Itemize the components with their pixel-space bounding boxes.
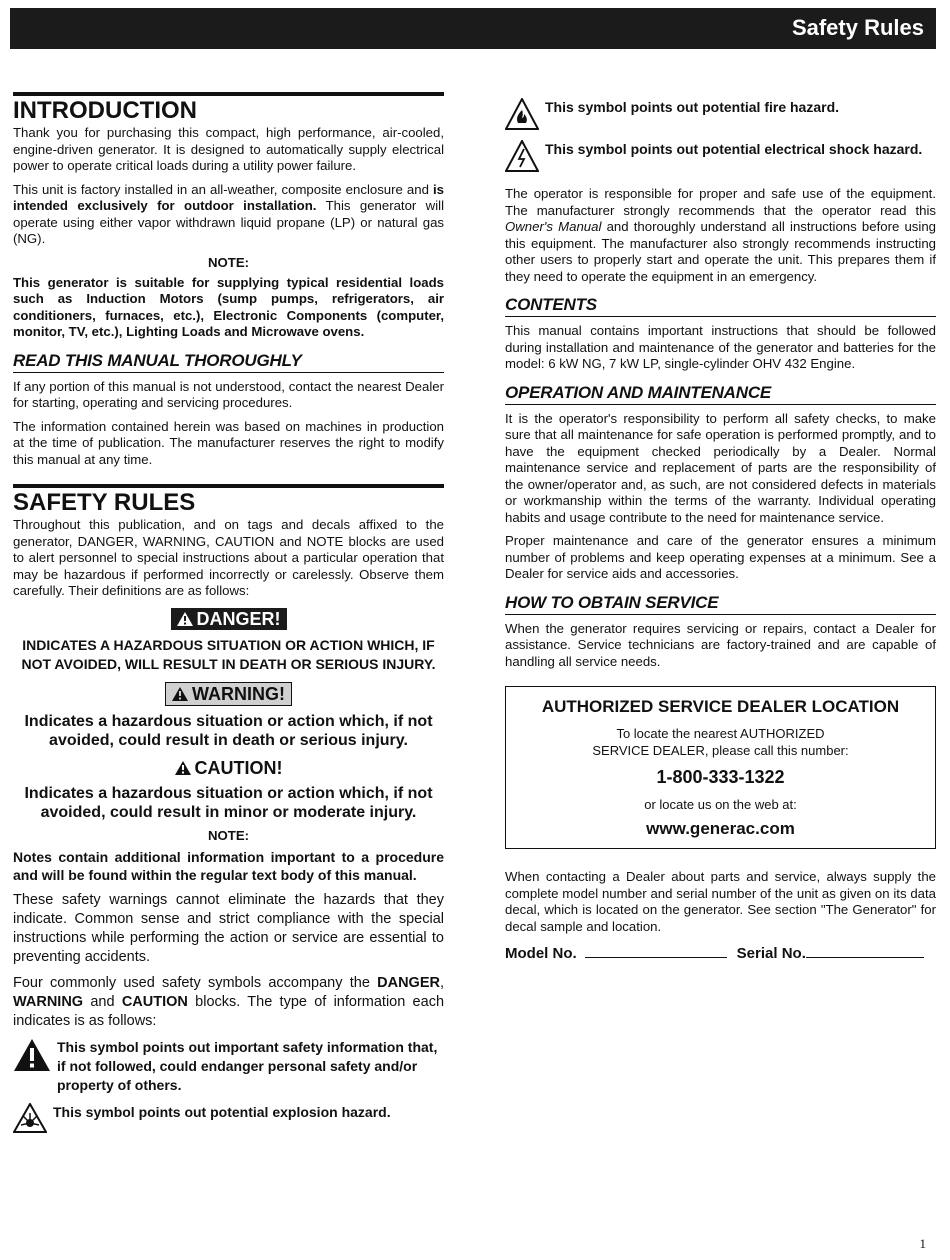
caution-description: Indicates a hazardous situation or action which, if not avoided, could result in minor or moderate injury. [24,784,433,821]
contact-paragraph: When contacting a Dealer about parts and service, always supply the complete model number and serial number of the unit as given on its data decal, which is located on the generator. See section "The Generator" for decal sample and location. [505,869,936,934]
safety-rules-heading: SAFETY RULES [13,489,196,516]
explosion-icon [13,1103,47,1133]
explosion-symbol-row [13,1103,444,1133]
header-bar [10,8,936,49]
warning-triangle-icon [172,687,188,701]
operator-text: The operator is responsible for proper and safe use of the equipment. The manufacturer strongly recommends that the operator read this [505,186,936,218]
safety-info-symbol-row [13,1038,444,1095]
operation-paragraph-2: Proper maintenance and care of the generator ensures a minimum number of problems and keep operating expenses at a minimum. See a Dealer for service aids and accessories. [505,533,936,581]
warning-label: WARNING! [192,683,285,704]
operation-paragraph-1: It is the operator's responsibility to perform all safety checks, to make sure that all maintenance for safe operation is performed promptly, and to have the equipment checked periodically by a Dealer. Normal maintenance service and replacement of parts are the responsibility of the owner/operator and, as such, are not considered defects in materials or workmanship within the terms of the warranty. Individual operating habits and usage contribute to the need for maintenance service. [505,410,936,525]
safety-note-label: NOTE: [207,827,250,843]
serial-number-label: Serial No. [736,945,806,962]
safety-paragraph-2: These safety warnings cannot eliminate the hazards that they indicate. Common sense and strict compliance with the special instructions while performing the action or service are essential to preventing accidents. [13,891,444,965]
left-column [13,92,444,1141]
page-number: 1 [919,1236,926,1251]
model-number-field[interactable] [585,943,727,958]
dealer-box-title: AUTHORIZED SERVICE DEALER LOCATION [541,697,900,716]
dealer-line-3: or locate us on the web at: [644,797,797,812]
warning-description: Indicates a hazardous situation or action which, if not avoided, could result in death or serious injury. [24,712,433,749]
contents-paragraph: This manual contains important instructions that should be followed during installation and maintenance of the generator and batteries for the model: 6 kW NG, 7 kW LP, single-cylinder OHV 432 Engine. [505,323,936,371]
p3-comma: , [439,974,444,991]
right-column [505,98,936,962]
section-rule [13,484,444,488]
serial-number-field[interactable] [806,943,924,958]
caution-signal [13,758,444,778]
operator-text-end: and thoroughly understand all instructions before using this equipment. The manufacturer also strongly recommends instructing other users to properly start and operate the unit. This prepares them if they need to operate the equipment in an emergency. [505,219,936,284]
fire-symbol-row [505,98,936,130]
danger-label: DANGER! [196,608,281,629]
electrical-shock-icon [505,140,539,172]
caution-badge [175,758,283,778]
dealer-website: www.generac.com [646,819,795,838]
p3-danger: DANGER [377,974,440,991]
explosion-symbol-text: This symbol points out potential explosion hazard. [53,1103,391,1120]
warning-triangle-icon [175,761,191,775]
intro-paragraph-1: Thank you for purchasing this compact, high performance, air-cooled, engine-driven generator. It is designed to automatically supply electrical power to operate critical loads during a utility power failure. [13,125,444,173]
dealer-location-box [505,686,936,849]
danger-description: INDICATES A HAZARDOUS SITUATION OR ACTION WHICH, IF NOT AVOIDED, WILL RESULT IN DEATH OR SERIOUS INJURY. [21,636,436,672]
warning-badge [165,682,292,706]
p3-warning: WARNING [13,993,84,1010]
fire-icon [505,98,539,130]
intro-p2-text: This unit is factory installed in an all-weather, composite enclosure and [13,181,433,197]
contents-heading: CONTENTS [505,295,936,317]
warning-signal [13,682,444,706]
shock-symbol-row [505,140,936,172]
read-manual-paragraph-2: The information contained herein was based on machines in production at the time of publication. The manufacturer reserves the right to modify this manual at any time. [13,418,444,467]
shock-symbol-text: This symbol points out potential electrical shock hazard. [545,141,923,157]
p3-text-end: blocks. The type of information each indicates is as follows: [13,993,445,1029]
introduction-heading: INTRODUCTION [13,97,197,124]
intro-p2-text-end: This generator will operate using either vapor withdrawn liquid propane (LP) or natural gas (NG). [13,198,444,246]
safety-paragraph-3 [13,974,444,1031]
model-serial-fields [505,943,936,962]
dealer-line-1: To locate the nearest AUTHORIZED [616,726,825,741]
intro-note-label: NOTE: [207,254,250,270]
intro-note-text: This generator is suitable for supplying typical residential loads such as Induction Motors (sump pumps, refrigerators, air conditioners, furnaces, etc.), Electronic Components (computer, monitor, TV, etc.), Lighting Loads and Microwave ovens. [13,274,444,339]
read-manual-heading: READ THIS MANUAL THOROUGHLY [13,351,444,373]
safety-note-text: Notes contain additional information important to a procedure and will be found within the regular text body of this manual. [13,848,444,883]
obtain-service-paragraph: When the generator requires servicing or repairs, contact a Dealer for assistance. Service technicians are factory-trained and are capable of handling all service needs. [505,620,936,669]
danger-signal [13,608,444,630]
page-title: Safety Rules [791,15,924,40]
operator-paragraph [505,186,936,285]
operation-maintenance-heading: OPERATION AND MAINTENANCE [505,383,936,405]
section-rule [13,92,444,96]
warning-triangle-icon [177,612,193,626]
caution-label: CAUTION! [194,757,283,778]
obtain-service-heading: HOW TO OBTAIN SERVICE [505,593,936,615]
danger-badge [171,608,287,630]
read-manual-paragraph-1: If any portion of this manual is not understood, contact the nearest Dealer for starting, operating and servicing procedures. [13,378,444,410]
p3-and: and [83,993,122,1010]
p3-text: Four commonly used safety symbols accompany the [13,974,378,991]
model-number-label: Model No. [505,945,577,962]
fire-symbol-text: This symbol points out potential fire hazard. [545,99,840,115]
p3-caution: CAUTION [121,993,188,1010]
safety-paragraph-1: Throughout this publication, and on tags and decals affixed to the generator, DANGER, WARNING, CAUTION and NOTE blocks are used to alert personnel to special instructions about a particular operation that may be hazardous if performed incorrectly or carelessly. Observe them carefully. Their definitions are as follows: [13,517,444,598]
dealer-line-2: SERVICE DEALER, please call this number: [592,743,849,758]
exclamation-triangle-icon [13,1038,51,1072]
owners-manual-italic: Owner's Manual [505,219,602,234]
dealer-phone-number: 1-800-333-1322 [656,767,785,787]
safety-info-symbol-text: This symbol points out important safety information that, if not followed, could endanger personal safety and/or property of others. [57,1038,438,1093]
intro-paragraph-2 [13,182,444,248]
intro-p2-bold: is intended exclusively for outdoor installation. [13,181,444,213]
